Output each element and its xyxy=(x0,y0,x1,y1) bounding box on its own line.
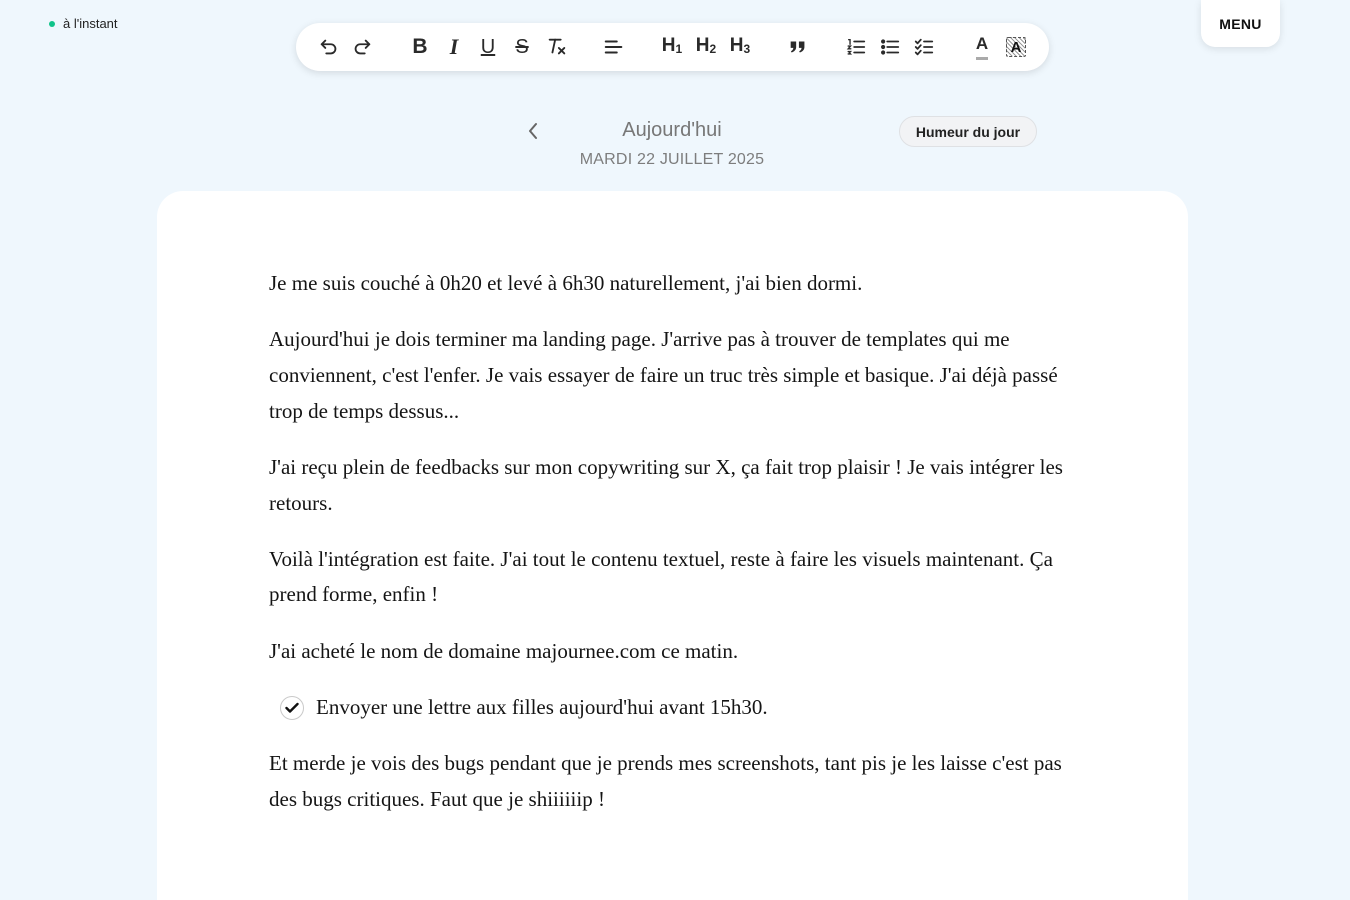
entry-paragraph[interactable]: Je me suis couché à 0h20 et levé à 6h30 naturellement, j'ai bien dormi. xyxy=(269,271,863,295)
heading2-level: 2 xyxy=(709,41,717,56)
text-color-label: A xyxy=(975,34,989,53)
heading3-label: H xyxy=(729,34,744,56)
page-title: Aujourd'hui xyxy=(622,119,722,141)
task-list-icon xyxy=(913,36,935,58)
italic-button[interactable] xyxy=(441,35,467,59)
bullet-list-button[interactable] xyxy=(877,35,903,59)
entry-paragraph[interactable]: Aujourd'hui je dois terminer ma landing page. J'arrive pas à trouver de templates qui me conviennent, c'est l'enfer. Je vais essayer de faire un truc très simple et basique. J'ai déjà passé trop de temps dessus... xyxy=(269,327,1058,423)
back-button[interactable] xyxy=(522,120,544,142)
task-checkbox[interactable] xyxy=(280,696,304,720)
underline-button[interactable] xyxy=(475,35,501,59)
heading3-button[interactable] xyxy=(726,35,754,59)
text-color-icon xyxy=(976,34,988,60)
heading2-label: H xyxy=(695,34,710,56)
ordered-list-icon xyxy=(845,36,867,58)
quote-button[interactable] xyxy=(785,35,811,59)
highlight-icon xyxy=(1006,37,1026,57)
chevron-left-icon xyxy=(526,122,540,140)
clear-format-button[interactable] xyxy=(544,35,570,59)
task-text[interactable]: Envoyer une lettre aux filles aujourd'hui avant 15h30. xyxy=(316,694,768,719)
align-left-icon xyxy=(603,36,625,58)
heading3-icon xyxy=(730,34,750,61)
text-color-button[interactable] xyxy=(969,35,995,59)
bullet-list-icon xyxy=(879,36,901,58)
save-status xyxy=(49,16,118,31)
strikethrough-icon: S xyxy=(515,36,529,58)
page-date: MARDI 22 JUILLET 2025 xyxy=(579,151,765,168)
entry-paragraph[interactable]: Voilà l'intégration est faite. J'ai tout le contenu textuel, reste à faire les visuels maintenant. Ça prend forme, enfin ! xyxy=(269,546,1053,607)
quote-icon xyxy=(787,36,809,58)
menu-button[interactable]: MENU xyxy=(1201,0,1280,47)
entry-paragraph[interactable]: J'ai acheté le nom de domaine majournee.com ce matin. xyxy=(269,638,739,663)
bold-button[interactable] xyxy=(407,35,433,59)
align-button[interactable] xyxy=(601,35,627,59)
journal-editor[interactable] xyxy=(269,266,1089,838)
journal-card xyxy=(157,191,1188,900)
bold-icon: B xyxy=(412,35,428,58)
italic-icon: I xyxy=(449,34,459,59)
checkmark-icon xyxy=(285,702,299,714)
mood-button[interactable]: Humeur du jour xyxy=(899,116,1037,147)
formatting-toolbar xyxy=(296,23,1049,71)
highlight-label: A xyxy=(1010,38,1022,56)
entry-paragraph[interactable]: Et merde je vois des bugs pendant que je prends mes screenshots, tant pis je les laisse c'est pas des bugs critiques. Faut que je shiiiiiip ! xyxy=(269,751,1062,811)
heading2-button[interactable] xyxy=(692,35,720,59)
underline-icon: U xyxy=(480,36,496,58)
strikethrough-button[interactable] xyxy=(509,35,535,59)
entry-paragraph[interactable]: J'ai reçu plein de feedbacks sur mon copywriting sur X, ça fait trop plaisir ! Je vais intégrer les retours. xyxy=(269,454,1063,515)
status-dot xyxy=(49,21,55,27)
task-list-button[interactable] xyxy=(911,35,937,59)
ordered-list-button[interactable] xyxy=(843,35,869,59)
save-status-text: à l'instant xyxy=(63,16,118,31)
heading1-label: H xyxy=(661,34,676,56)
undo-icon xyxy=(318,36,340,58)
redo-button[interactable] xyxy=(349,35,375,59)
highlight-button[interactable] xyxy=(1003,35,1029,59)
heading1-button[interactable] xyxy=(658,35,686,59)
heading3-level: 3 xyxy=(743,41,751,56)
heading1-level: 1 xyxy=(675,41,683,56)
redo-icon xyxy=(351,36,373,58)
task-item xyxy=(269,690,1089,726)
heading2-icon xyxy=(696,34,716,61)
heading1-icon xyxy=(662,34,682,61)
clear-format-icon xyxy=(546,36,568,58)
undo-button[interactable] xyxy=(316,35,342,59)
